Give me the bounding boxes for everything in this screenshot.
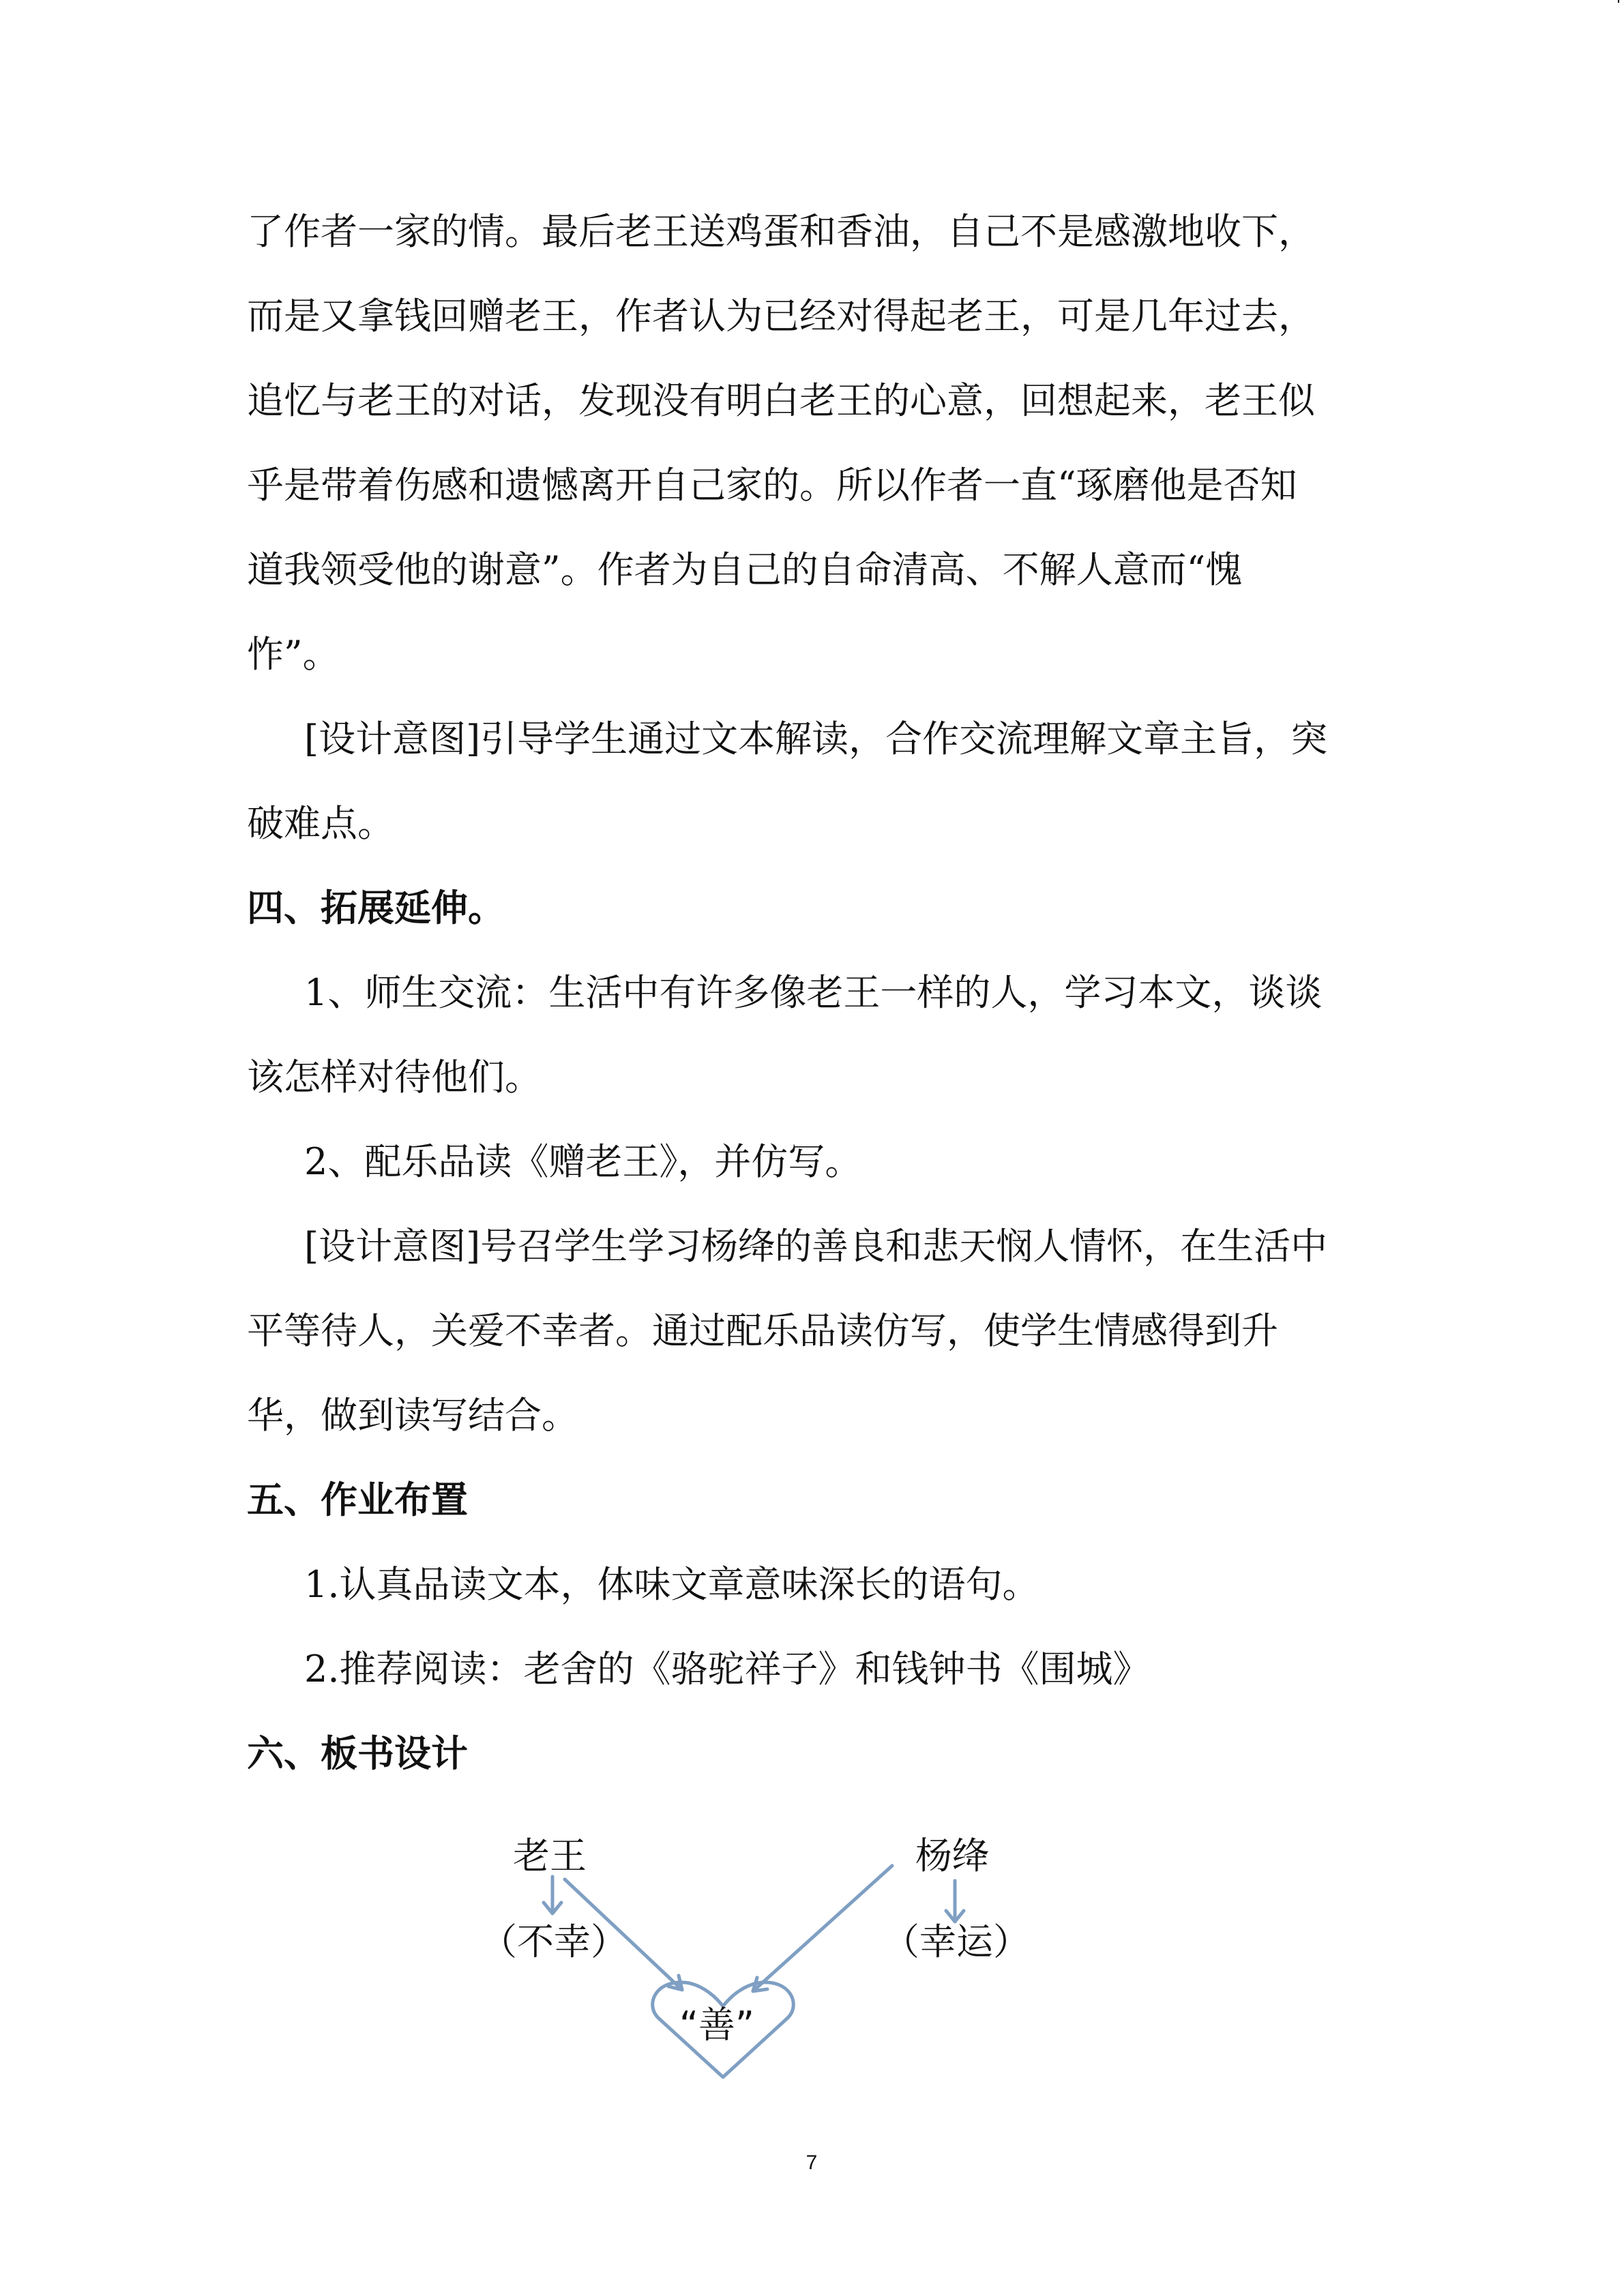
design-intent-line: 华，做到读写结合。	[247, 1394, 578, 1437]
design-intent-line: 平等待人，关爱不幸者。通过配乐品读仿写，使学生情感得到升	[247, 1309, 1278, 1352]
board-right-name: 杨绛	[915, 1834, 989, 1877]
list-item: 该怎样对待他们。	[247, 1056, 542, 1099]
paragraph-1-line: 怍”。	[247, 633, 340, 676]
page-corner-mark	[1618, 0, 1619, 3]
right-diagonal-arrowhead	[753, 1978, 767, 1991]
left-down-arrowhead	[544, 1903, 561, 1913]
board-left-name: 老王	[513, 1834, 587, 1877]
paragraph-1-line: 了作者一家的情。最后老王送鸡蛋和香油，自己不是感激地收下，	[247, 210, 1315, 253]
right-diagonal-arrow	[753, 1866, 892, 1991]
list-item: 2、配乐品读《赠老王》，并仿写。	[304, 1140, 862, 1183]
design-intent-line: [设计意图]号召学生学习杨绛的善良和悲天悯人情怀，在生活中	[304, 1225, 1328, 1268]
board-right-fate: （幸运）	[883, 1920, 1030, 1963]
section-heading: 四、拓展延伸。	[247, 886, 505, 929]
left-diagonal-arrowhead	[668, 1976, 682, 1990]
list-item: 2.推荐阅读：老舍的《骆驼祥子》和钱钟书《围城》	[304, 1648, 1150, 1690]
paragraph-1-line: 道我领受他的谢意”。作者为自己的自命清高、不解人意而“愧	[247, 548, 1243, 591]
section-heading: 五、作业布置	[247, 1478, 468, 1521]
page-number: 7	[806, 2151, 818, 2174]
paragraph-1-line: 而是又拿钱回赠老王，作者认为已经对得起老王，可是几年过去，	[247, 295, 1315, 338]
board-center-word: “善”	[679, 2003, 754, 2046]
paragraph-1-line: 追忆与老王的对话，发现没有明白老王的心意，回想起来，老王似	[247, 379, 1315, 422]
list-item: 1.认真品读文本，体味文章意味深长的语句。	[304, 1563, 1039, 1606]
list-item: 1、师生交流：生活中有许多像老王一样的人，学习本文，谈谈	[304, 971, 1323, 1014]
design-intent-line: 破难点。	[247, 802, 394, 845]
section-heading: 六、板书设计	[247, 1732, 468, 1775]
design-intent-line: [设计意图]引导学生通过文本解读，合作交流理解文章主旨，突	[304, 717, 1328, 760]
board-left-fate: （不幸）	[480, 1920, 628, 1963]
paragraph-1-line: 乎是带着伤感和遗憾离开自己家的。所以作者一直“琢磨他是否知	[247, 464, 1297, 507]
